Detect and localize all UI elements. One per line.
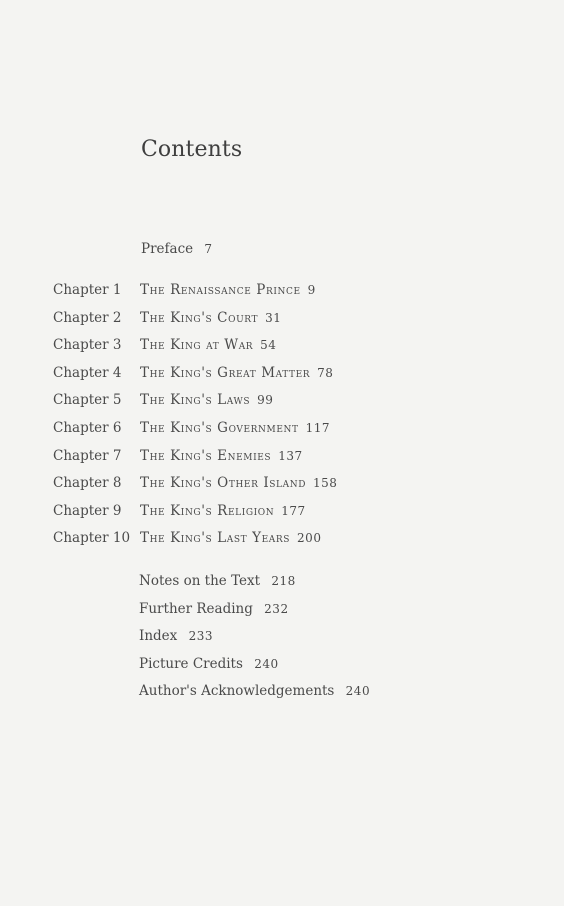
back-matter-page: 232 [264, 601, 289, 616]
back-matter-item [139, 683, 370, 711]
chapter-list [53, 282, 533, 558]
back-matter-list [139, 573, 370, 711]
back-matter-item [139, 601, 370, 629]
back-matter-label: Notes on the Text [139, 573, 261, 589]
chapter-title: The King at War [140, 337, 254, 354]
chapter-number: Chapter 8 [53, 475, 122, 492]
chapter-page: 177 [281, 503, 306, 518]
chapter-row [53, 530, 533, 558]
chapter-title: The King's Court [140, 309, 259, 326]
back-matter-page: 233 [188, 629, 213, 644]
chapter-row [53, 475, 533, 503]
chapter-title: The King's Last Years [140, 530, 291, 547]
chapter-row [53, 503, 533, 531]
chapter-row [53, 365, 533, 393]
chapter-number: Chapter 3 [53, 337, 122, 354]
chapter-number: Chapter 10 [53, 530, 131, 547]
back-matter-page: 240 [254, 656, 279, 671]
back-matter-item [139, 656, 370, 684]
chapter-title: The King's Laws [140, 392, 251, 409]
chapter-page: 200 [297, 531, 322, 546]
back-matter-label: Further Reading [139, 600, 253, 617]
chapter-page: 31 [265, 310, 282, 325]
page-title: Contents [141, 137, 243, 162]
chapter-row [53, 282, 533, 310]
chapter-number: Chapter 1 [53, 282, 122, 298]
chapter-page: 137 [278, 448, 303, 463]
back-matter-item [139, 573, 370, 601]
chapter-row [53, 337, 533, 365]
chapter-title: The King's Religion [140, 502, 275, 519]
back-matter-label: Author's Acknowledgements [139, 683, 335, 700]
chapter-number: Chapter 2 [53, 309, 122, 326]
chapter-page: 99 [257, 393, 274, 408]
chapter-row [53, 310, 533, 338]
chapter-page: 117 [305, 420, 330, 435]
chapter-title: The Renaissance Prince [140, 282, 301, 298]
back-matter-item [139, 628, 370, 656]
preface-label: Preface [141, 241, 194, 257]
preface-page: 7 [204, 242, 213, 256]
chapter-number: Chapter 6 [53, 419, 122, 436]
chapter-number: Chapter 9 [53, 502, 122, 519]
back-matter-page: 218 [271, 574, 296, 588]
chapter-number: Chapter 4 [53, 364, 122, 381]
chapter-page: 9 [307, 283, 316, 297]
back-matter-label: Index [139, 628, 178, 645]
chapter-number: Chapter 5 [53, 392, 122, 409]
chapter-title: The King's Enemies [140, 447, 272, 464]
chapter-row [53, 392, 533, 420]
chapter-title: The King's Other Island [140, 475, 307, 492]
chapter-title: The King's Government [140, 419, 299, 436]
preface-entry [141, 241, 213, 257]
chapter-row [53, 448, 533, 476]
chapter-page: 78 [317, 365, 334, 380]
chapter-page: 158 [313, 476, 338, 491]
chapter-title: The King's Great Matter [140, 364, 311, 381]
back-matter-label: Picture Credits [139, 655, 243, 672]
chapter-row [53, 420, 533, 448]
back-matter-page: 240 [345, 684, 371, 699]
chapter-page: 54 [260, 338, 277, 353]
chapter-number: Chapter 7 [53, 447, 122, 464]
